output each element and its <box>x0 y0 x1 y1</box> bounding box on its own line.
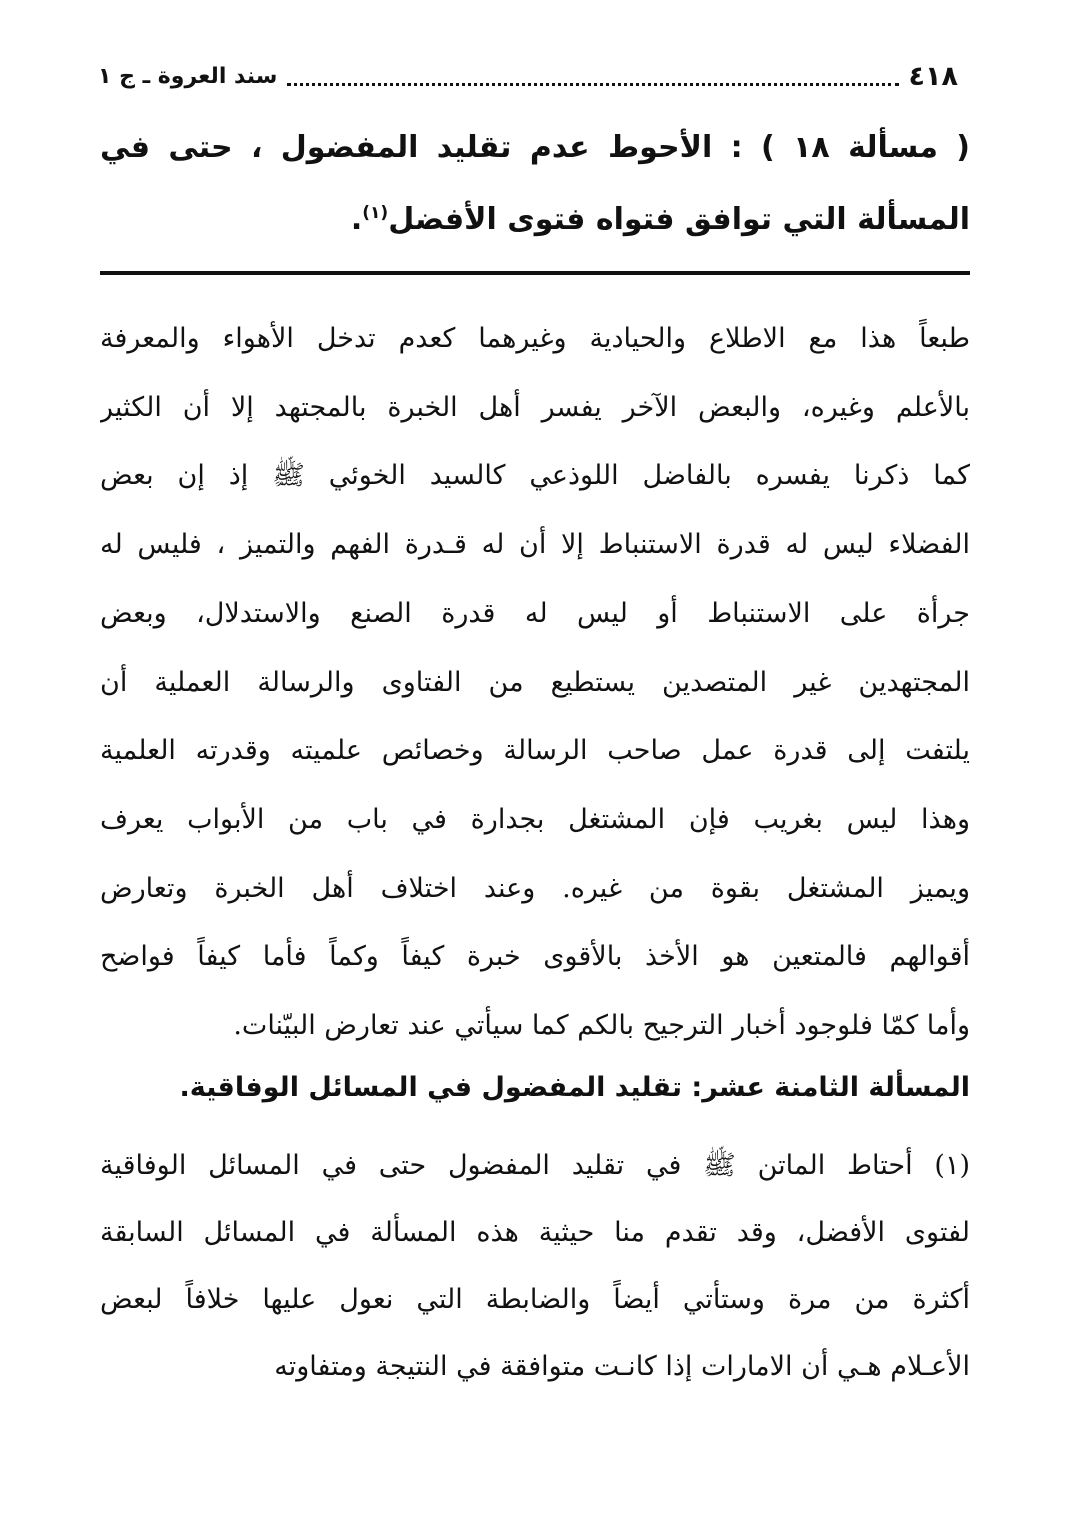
commentary-line: ويميز المشتغل بقوة من غيره. وعند اختلاف أهل الخبرة وتعارض <box>100 872 970 904</box>
separator-rule <box>100 271 970 275</box>
commentary-line: يلتفت إلى قدرة عمل صاحب الرسالة وخصائص علميته وقدرته العلمية <box>100 735 970 767</box>
running-header <box>98 56 958 96</box>
footnote <box>100 1132 970 1400</box>
header-dotted-leader <box>287 83 898 86</box>
commentary-line: وهذا ليس بغريب فإن المشتغل بجدارة في باب من الأبواب يعرف <box>100 803 970 835</box>
commentary-body <box>100 305 970 1061</box>
footnote-line: الأعـلام هـي أن الامارات إذا كانـت متوافقة في النتيجة ومتفاوته <box>274 1351 970 1382</box>
book-title: سند العروة ـ ج ١ <box>98 63 278 89</box>
commentary-line: جرأة على الاستنباط أو ليس له قدرة الصنع والاستدلال، وبعض <box>100 597 970 629</box>
issue-text-body: ( مسألة ١٨ ) : الأحوط عدم تقليد المفضول ، حتى في المسألة التي توافق فتواه فتوى الأفضل <box>100 130 970 237</box>
commentary-line: كما ذكرنا يفسره بالفاضل اللوذعي كالسيد الخوئي ﷺ إذ إن بعض <box>100 460 970 492</box>
commentary-line: أقوالهم فالمتعين هو الأخذ بالأقوى خبرة كيفاً وكماً فأما كيفاً فواضح <box>100 941 970 973</box>
issue-text <box>100 112 970 256</box>
commentary-line: طبعاً هذا مع الاطلاع والحيادية وغيرهما كعدم تدخل الأهواء والمعرفة <box>100 323 970 354</box>
commentary-line: الفضلاء ليس له قدرة الاستنباط إلا أن له قـدرة الفهم والتميز ، فليس له <box>100 529 970 561</box>
page-number: ٤١٨ <box>908 60 958 92</box>
footnote-line: لفتوى الأفضل، وقد تقدم منا حيثية هذه المسألة في المسائل السابقة <box>100 1217 970 1248</box>
commentary-line: وأما كمّا فلوجود أخبار الترجيح بالكم كما سيأتي عند تعارض البيّنات. <box>233 1010 970 1042</box>
commentary-line: بالأعلم وغيره، والبعض الآخر يفسر أهل الخبرة بالمجتهد إلا أن الكثير <box>100 391 970 423</box>
footnote-marker: (١) <box>362 203 389 223</box>
issue-end-mark: . <box>350 202 363 237</box>
footnote-line: (١) أحتاط الماتن ﷺ في تقليد المفضول حتى في المسائل الوفاقية <box>100 1150 970 1181</box>
commentary-line: المجتهدين غير المتصدين يستطيع من الفتاوى والرسالة العملية أن <box>100 666 970 698</box>
footnote-line: أكثرة من مرة وستأتي أيضاً والضابطة التي نعول عليها خلافاً لبعض <box>100 1284 970 1315</box>
section-heading: المسألة الثامنة عشر: تقليد المفضول في المسائل الوفاقية. <box>179 1072 970 1103</box>
